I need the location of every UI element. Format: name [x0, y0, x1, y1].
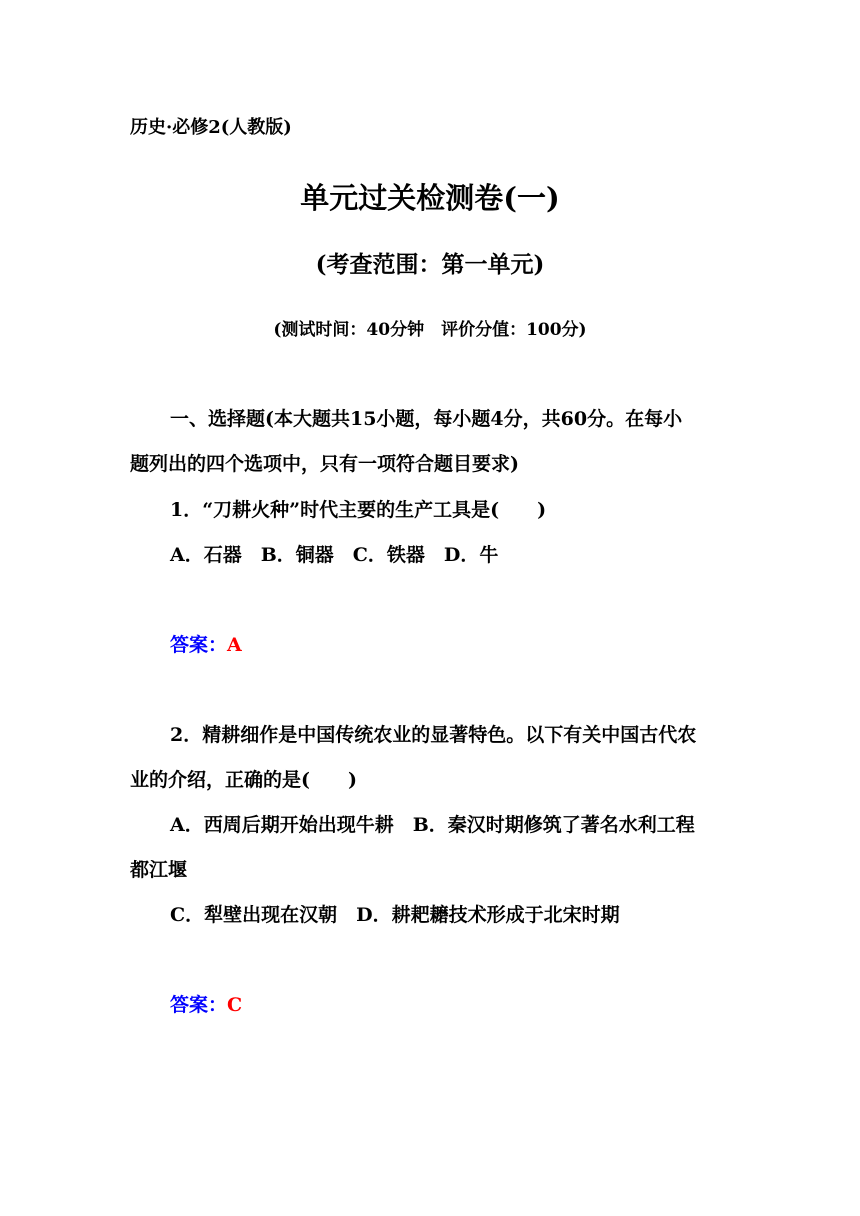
- question-2-options-line2: 都江堰: [130, 859, 188, 881]
- answer-label: 答案：: [170, 634, 228, 656]
- question-2-stem-line1: 2．精耕细作是中国传统农业的显著特色。以下有关中国古代农: [170, 724, 697, 746]
- page-subtitle: (考查范围：第一单元): [315, 251, 545, 278]
- page-title: 单元过关检测卷(一): [300, 181, 560, 215]
- test-meta: (测试时间：40分钟 评价分值：100分): [273, 320, 587, 340]
- question-1-answer: [170, 633, 242, 657]
- question-1-options: A．石器 B．铜器 C．铁器 D．牛: [170, 544, 499, 566]
- answer-label: 答案：: [170, 994, 228, 1016]
- question-2-options-line3: C．犁壁出现在汉朝 D．耕耙耱技术形成于北宋时期: [170, 904, 620, 926]
- section-heading-line2: 题列出的四个选项中，只有一项符合题目要求): [130, 453, 519, 475]
- question-2-answer: [170, 993, 242, 1017]
- question-2-stem-line2: 业的介绍，正确的是( ): [130, 769, 357, 791]
- answer-value: C: [227, 994, 243, 1016]
- section-heading-line1: 一、选择题(本大题共15小题，每小题4分，共60分。在每小: [170, 408, 683, 430]
- answer-value: A: [227, 634, 242, 656]
- question-2-options-line1: A．西周后期开始出现牛耕 B．秦汉时期修筑了著名水利工程: [170, 814, 695, 836]
- course-header: 历史·必修2(人教版): [130, 117, 292, 138]
- question-1-stem: 1．“刀耕火种”时代主要的生产工具是( ): [170, 499, 547, 521]
